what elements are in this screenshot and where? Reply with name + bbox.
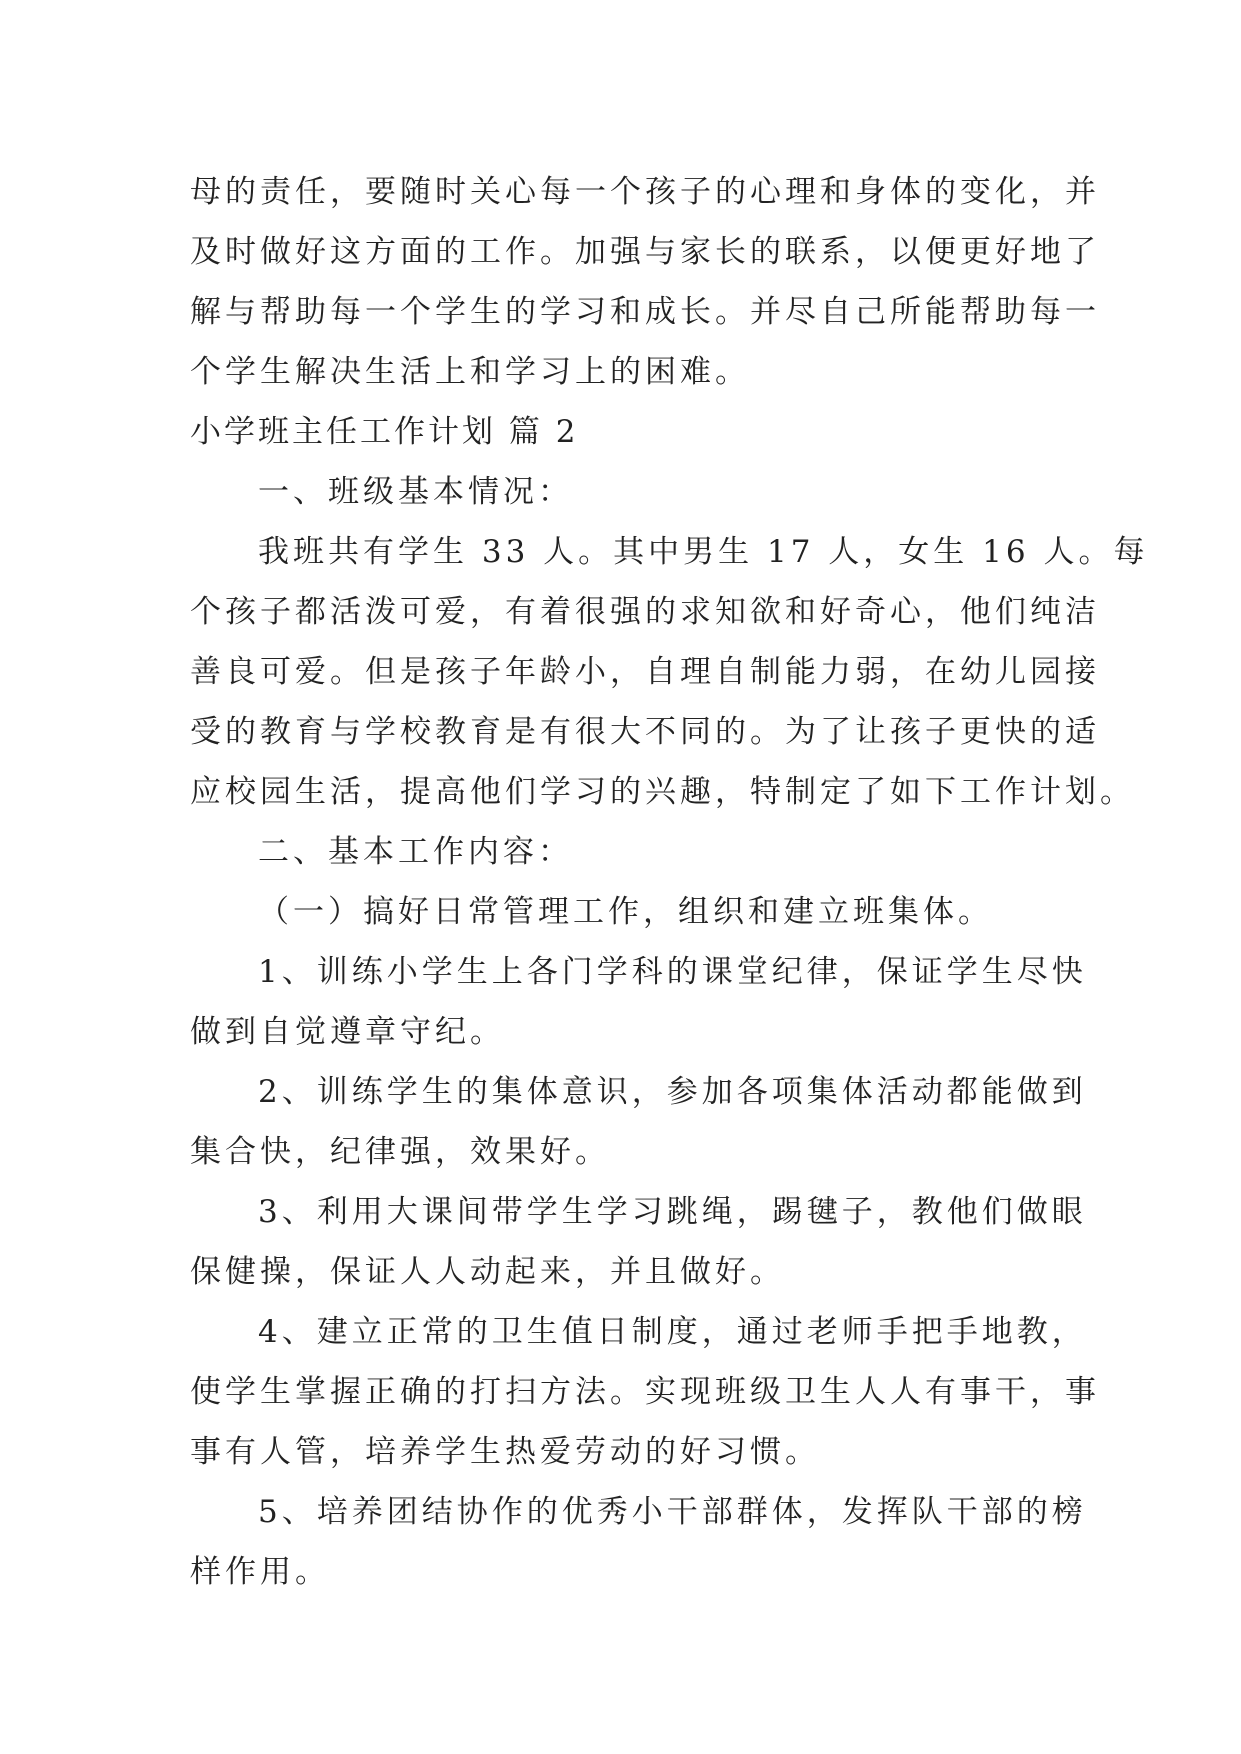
- body-line: 受的教育与学校教育是有很大不同的。为了让孩子更快的适: [190, 714, 1100, 750]
- section-title: 小学班主任工作计划 篇 2: [190, 414, 579, 450]
- list-item: 5、培养团结协作的优秀小干部群体，发挥队干部的榜: [258, 1494, 1087, 1530]
- body-line: 解与帮助每一个学生的学习和成长。并尽自己所能帮助每一: [190, 294, 1100, 330]
- body-line: 事有人管，培养学生热爱劳动的好习惯。: [190, 1434, 820, 1470]
- subsection-heading: （一）搞好日常管理工作，组织和建立班集体。: [258, 894, 993, 930]
- body-line: 及时做好这方面的工作。加强与家长的联系，以便更好地了: [190, 234, 1100, 270]
- body-line: 集合快，纪律强，效果好。: [190, 1134, 610, 1170]
- list-item: 4、建立正常的卫生值日制度，通过老师手把手地教，: [258, 1314, 1087, 1350]
- body-line: 善良可爱。但是孩子年龄小，自理自制能力弱，在幼儿园接: [190, 654, 1100, 690]
- body-line: 应校园生活，提高他们学习的兴趣，特制定了如下工作计划。: [190, 774, 1135, 810]
- body-line: 我班共有学生 33 人。其中男生 17 人，女生 16 人。每: [258, 534, 1149, 570]
- subsection-heading: 一、班级基本情况：: [258, 474, 573, 510]
- body-line: 个学生解决生活上和学习上的困难。: [190, 354, 750, 390]
- body-line: 保健操，保证人人动起来，并且做好。: [190, 1254, 785, 1290]
- body-line: 样作用。: [190, 1554, 330, 1590]
- body-line: 使学生掌握正确的打扫方法。实现班级卫生人人有事干，事: [190, 1374, 1100, 1410]
- list-item: 1、训练小学生上各门学科的课堂纪律，保证学生尽快: [258, 954, 1087, 990]
- body-line: 个孩子都活泼可爱，有着很强的求知欲和好奇心，他们纯洁: [190, 594, 1100, 630]
- document-body: [190, 162, 1149, 1602]
- body-line: 做到自觉遵章守纪。: [190, 1014, 505, 1050]
- list-item: 3、利用大课间带学生学习跳绳，踢毽子，教他们做眼: [258, 1194, 1087, 1230]
- body-line: 母的责任，要随时关心每一个孩子的心理和身体的变化，并: [190, 174, 1100, 210]
- subsection-heading: 二、基本工作内容：: [258, 834, 573, 870]
- list-item: 2、训练学生的集体意识，参加各项集体活动都能做到: [258, 1074, 1087, 1110]
